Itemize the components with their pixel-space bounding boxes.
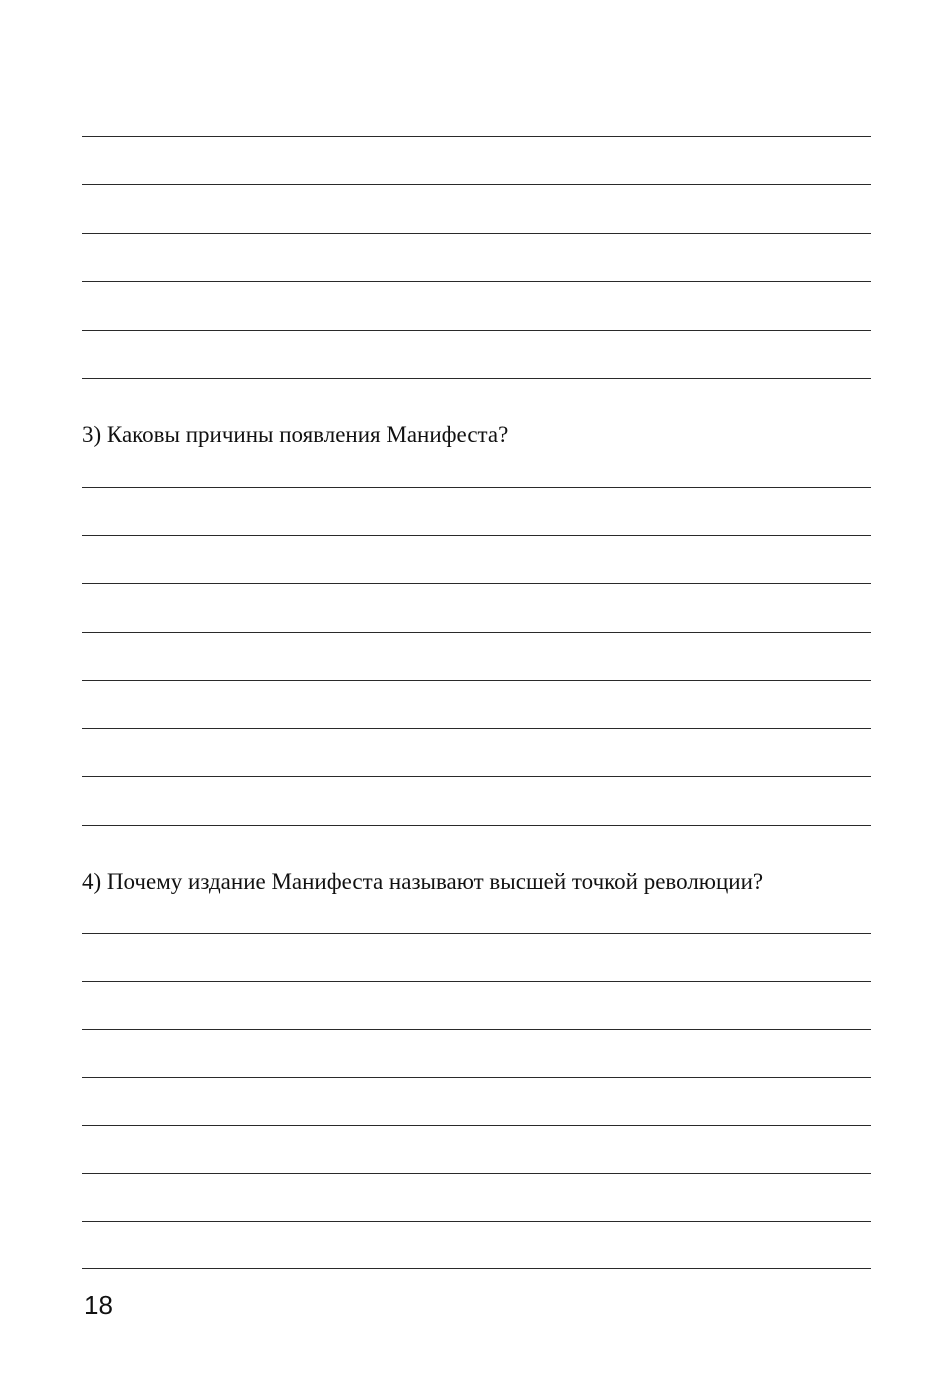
answer-line	[82, 233, 871, 234]
answer-line	[82, 1029, 871, 1030]
page-number: 18	[84, 1290, 113, 1320]
answer-line	[82, 728, 871, 729]
answer-line	[82, 825, 871, 826]
answer-line	[82, 136, 871, 137]
answer-line	[82, 1125, 871, 1126]
answer-line	[82, 776, 871, 777]
answer-line	[82, 1268, 871, 1269]
question-3-text: 3) Каковы причины появления Манифеста?	[82, 422, 509, 447]
answer-line	[82, 281, 871, 282]
answer-line	[82, 632, 871, 633]
answer-line	[82, 1173, 871, 1174]
answer-line	[82, 1077, 871, 1078]
answer-line	[82, 933, 871, 934]
answer-line	[82, 680, 871, 681]
answer-line	[82, 378, 871, 379]
answer-line	[82, 981, 871, 982]
answer-line	[82, 583, 871, 584]
answer-line	[82, 330, 871, 331]
answer-line	[82, 535, 871, 536]
answer-line	[82, 184, 871, 185]
answer-line	[82, 1221, 871, 1222]
question-4-text: 4) Почему издание Манифеста называют высшей точкой революции?	[82, 869, 764, 894]
answer-line	[82, 487, 871, 488]
